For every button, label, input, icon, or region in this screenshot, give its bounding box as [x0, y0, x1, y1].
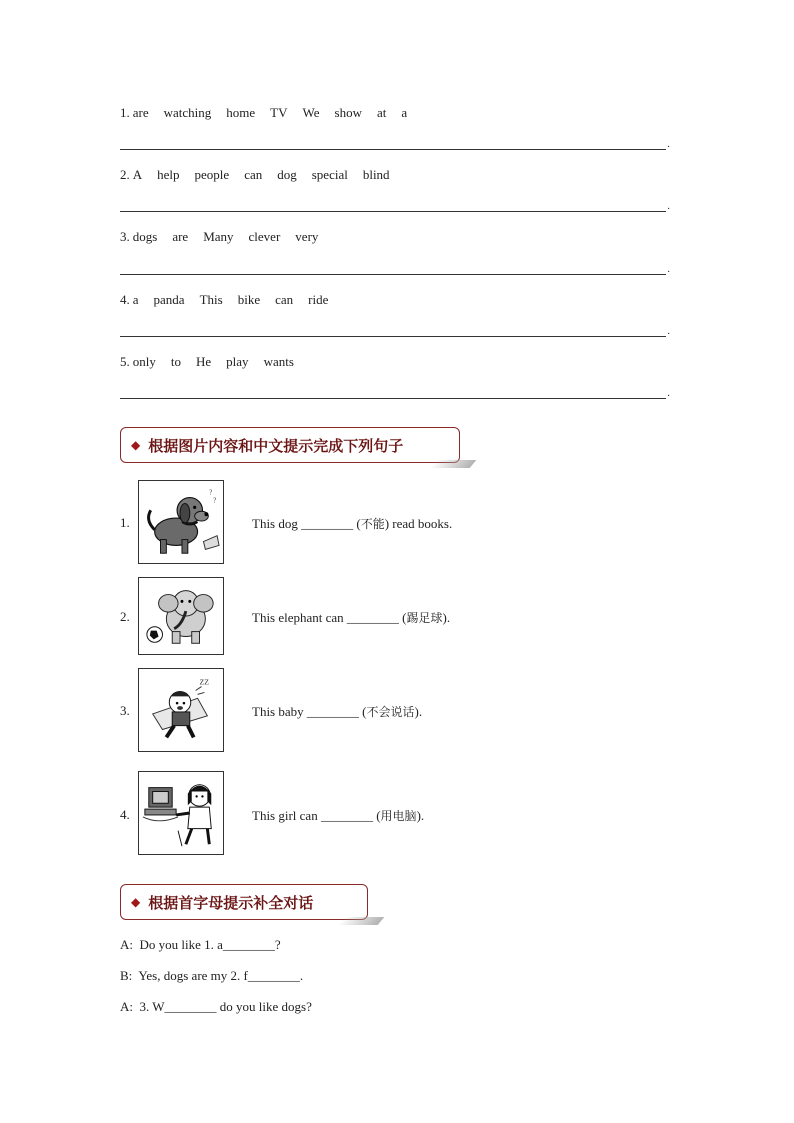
svg-text:?: ? — [209, 489, 213, 497]
word: show — [334, 105, 362, 120]
word: at — [376, 105, 387, 120]
word: to — [170, 354, 181, 369]
word: Many — [203, 229, 234, 244]
svg-text:?: ? — [213, 497, 217, 505]
reorder-question-4 — [120, 292, 343, 308]
word: panda — [153, 292, 185, 307]
diamond-bullet-icon: ◆ — [131, 894, 141, 909]
dialogue-line-2 — [120, 968, 303, 984]
chinese-hint: 用电脑 — [380, 809, 417, 823]
word: He — [196, 354, 212, 369]
word: dogs — [132, 229, 158, 244]
sentence-end: ). — [414, 704, 423, 719]
svg-text:ZZ: ZZ — [199, 677, 210, 687]
section-title: 根据图片内容和中文提示完成下列句子 — [148, 436, 404, 455]
question-number: 5. — [120, 354, 130, 369]
heading-shadow — [338, 917, 385, 925]
word: can — [275, 292, 294, 307]
question-number: 4. — [120, 292, 130, 307]
item-number: 1. — [120, 515, 130, 530]
word: can — [244, 167, 263, 182]
word: dog — [277, 167, 297, 182]
item-number: 4. — [120, 807, 130, 822]
reorder-question-5 — [120, 354, 309, 370]
heading-shadow — [430, 460, 477, 468]
sentence-end: ). — [442, 610, 451, 625]
word: bike — [237, 292, 261, 307]
girl-computer-picture — [138, 771, 224, 855]
chinese-hint: 踢足球 — [406, 611, 443, 625]
sentence-start: This dog ________ ( — [252, 516, 361, 531]
sentence-end: ). — [416, 808, 425, 823]
word: home — [226, 105, 256, 120]
item-sentence — [252, 609, 450, 626]
section-title: 根据首字母提示补全对话 — [148, 893, 314, 912]
word: A — [132, 167, 143, 182]
answer-line-2[interactable] — [120, 211, 666, 212]
question-number: 2. — [120, 167, 130, 182]
word: We — [302, 105, 320, 120]
question-number: 3. — [120, 229, 130, 244]
sentence-start: This girl can ________ ( — [252, 808, 381, 823]
word: ride — [308, 292, 329, 307]
word: people — [194, 167, 230, 182]
dialogue-text: 3. W________ do you like dogs? — [139, 999, 312, 1014]
item-sentence — [252, 515, 452, 532]
chinese-hint: 不会说话 — [366, 705, 415, 719]
chinese-hint: 不能 — [360, 517, 385, 531]
answer-line-3[interactable] — [120, 274, 666, 275]
word: This — [199, 292, 223, 307]
dialogue-text: Do you like 1. a________? — [139, 937, 281, 952]
word: TV — [270, 105, 288, 120]
item-number: 2. — [120, 609, 130, 624]
section-heading-dialogue — [120, 884, 368, 920]
item-number: 3. — [120, 703, 130, 718]
reorder-question-2 — [120, 167, 405, 183]
answer-line-1[interactable] — [120, 149, 666, 150]
word: are — [172, 229, 189, 244]
question-number: 1. — [120, 105, 130, 120]
word: special — [311, 167, 348, 182]
word: wants — [263, 354, 294, 369]
reorder-question-3 — [120, 229, 333, 245]
dialogue-text: Yes, dogs are my 2. f________. — [138, 968, 304, 983]
elephant-picture — [138, 577, 224, 655]
word: blind — [362, 167, 390, 182]
dialogue-line-3 — [120, 999, 312, 1015]
item-sentence — [252, 703, 422, 720]
speaker-label: B: — [120, 968, 133, 983]
diamond-bullet-icon: ◆ — [131, 437, 141, 452]
sentence-start: This elephant can ________ ( — [252, 610, 407, 625]
section-heading-picture-sentences — [120, 427, 460, 463]
word: very — [295, 229, 319, 244]
sentence-end: ) read books. — [384, 516, 453, 531]
word: a — [132, 292, 139, 307]
answer-line-4[interactable] — [120, 336, 666, 337]
word: play — [226, 354, 249, 369]
dog-picture — [138, 480, 224, 564]
word: only — [132, 354, 156, 369]
answer-line-5[interactable] — [120, 398, 666, 399]
sentence-start: This baby ________ ( — [252, 704, 367, 719]
speaker-label: A: — [120, 937, 133, 952]
word: help — [157, 167, 180, 182]
dialogue-line-1 — [120, 937, 281, 953]
baby-picture — [138, 668, 224, 752]
reorder-question-1 — [120, 105, 422, 121]
word: are — [132, 105, 149, 120]
speaker-label: A: — [120, 999, 133, 1014]
word: clever — [248, 229, 281, 244]
word: a — [401, 105, 408, 120]
word: watching — [163, 105, 212, 120]
item-sentence — [252, 807, 424, 824]
